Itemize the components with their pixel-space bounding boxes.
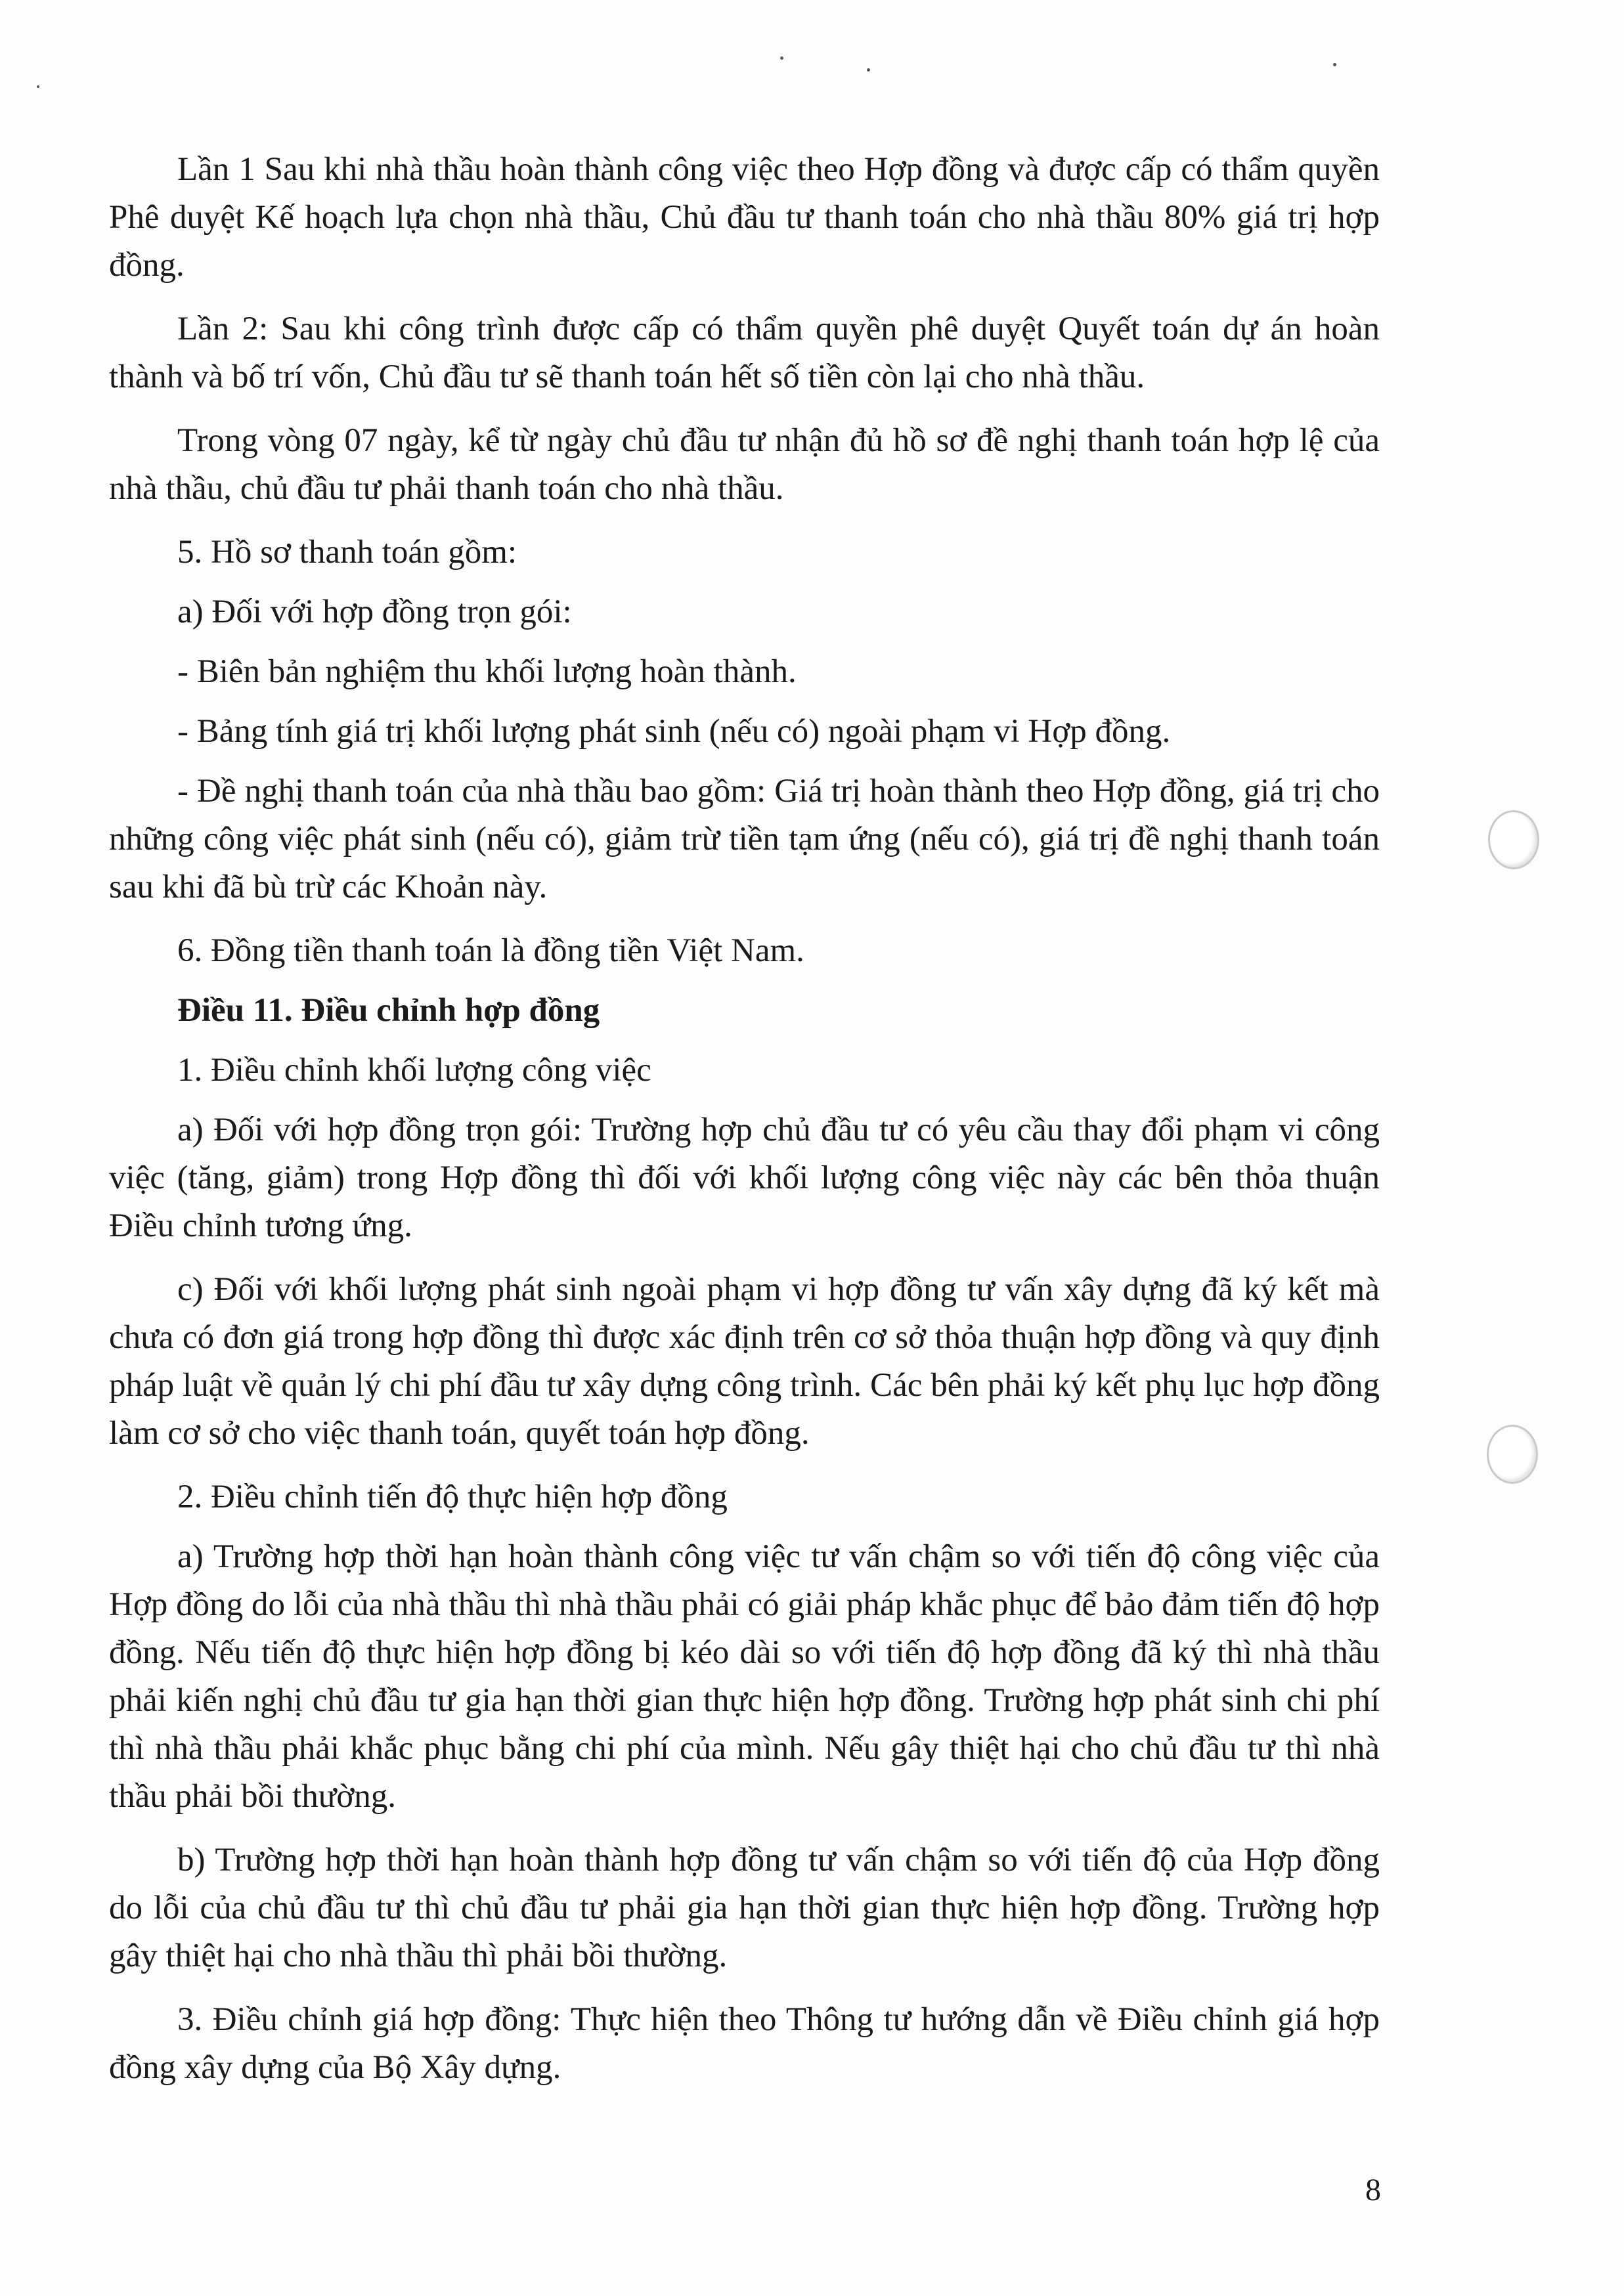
section-heading-article-11: Điều 11. Điều chỉnh hợp đồng: [177, 992, 600, 1029]
list-item-additional-volume: - Bảng tính giá trị khối lượng phát sinh (nếu có) ngoài phạm vi Hợp đồng.: [177, 713, 1171, 750]
subheading-volume-adjustment: 1. Điều chỉnh khối lượng công việc: [177, 1052, 651, 1089]
paragraph-lump-sum: a) Đối với hợp đồng trọn gói:: [177, 594, 572, 630]
paragraph-volume-adjustment-c: c) Đối với khối lượng phát sinh ngoài phạm vi hợp đồng tư vấn xây dựng đã ký kết mà chưa có đơn giá trong hợp đồng thì được xác định trên cơ sở thỏa thuận hợp đồng và quy định pháp luật về quản lý chi phí đầu tư xây dựng công trình. Các bên phải ký kết phụ lục hợp đồng làm cơ sở cho việc thanh toán, quyết toán hợp đồng.: [109, 1271, 1380, 1452]
paragraph-payment-second: Lần 2: Sau khi công trình được cấp có thẩm quyền phê duyệt Quyết toán dự án hoàn thành và bố trí vốn, Chủ đầu tư sẽ thanh toán hết số tiền còn lại cho nhà thầu.: [109, 311, 1380, 395]
scan-speck: [867, 68, 870, 72]
scan-speck: [1333, 63, 1336, 66]
paragraph-schedule-adjustment-a: a) Trường hợp thời hạn hoàn thành công việc tư vấn chậm so với tiến độ công việc của Hợp đồng do lỗi của nhà thầu thì nhà thầu phải có giải pháp khắc phục để bảo đảm tiến độ hợp đồng. Nếu tiến độ thực hiện hợp đồng bị kéo dài so với tiến độ hợp đồng đã ký thì nhà thầu phải kiến nghị chủ đầu tư gia hạn thời gian thực hiện hợp đồng. Trường hợp phát sinh chi phí thì nhà thầu phải khắc phục bằng chi phí của mình. Nếu gây thiệt hại cho chủ đầu tư thì nhà thầu phải bồi thường.: [109, 1538, 1380, 1815]
paragraph-schedule-adjustment-b: b) Trường hợp thời hạn hoàn thành hợp đồng tư vấn chậm so với tiến độ của Hợp đồng do lỗi của chủ đầu tư thì chủ đầu tư phải gia hạn thời gian thực hiện hợp đồng. Trường hợp gây thiệt hại cho nhà thầu thì phải bồi thường.: [109, 1842, 1380, 1974]
paragraph-payment-first: Lần 1 Sau khi nhà thầu hoàn thành công việc theo Hợp đồng và được cấp có thẩm quyền Phê duyệt Kế hoạch lựa chọn nhà thầu, Chủ đầu tư thanh toán cho nhà thầu 80% giá trị hợp đồng.: [109, 151, 1380, 284]
page-number: 8: [1365, 2173, 1381, 2207]
punch-hole: [1487, 1425, 1538, 1484]
document-body: [109, 146, 1380, 2108]
list-item-acceptance-record: - Biên bản nghiệm thu khối lượng hoàn thành.: [177, 653, 797, 690]
scan-speck: [780, 56, 783, 60]
paragraph-payment-deadline: Trong vòng 07 ngày, kể từ ngày chủ đầu tư nhận đủ hồ sơ đề nghị thanh toán hợp lệ của nhà thầu, chủ đầu tư phải thanh toán cho nhà thầu.: [109, 422, 1380, 507]
paragraph-payment-documents: 5. Hồ sơ thanh toán gồm:: [177, 534, 517, 571]
paragraph-currency: 6. Đồng tiền thanh toán là đồng tiền Việt Nam.: [177, 932, 804, 969]
subheading-schedule-adjustment: 2. Điều chỉnh tiến độ thực hiện hợp đồng: [177, 1479, 728, 1515]
punch-hole: [1488, 810, 1539, 869]
paragraph-volume-adjustment-a: a) Đối với hợp đồng trọn gói: Trường hợp chủ đầu tư có yêu cầu thay đổi phạm vi công việc (tăng, giảm) trong Hợp đồng thì đối với khối lượng công việc này các bên thỏa thuận Điều chỉnh tương ứng.: [109, 1112, 1380, 1244]
list-item-payment-request: - Đề nghị thanh toán của nhà thầu bao gồm: Giá trị hoàn thành theo Hợp đồng, giá trị cho những công việc phát sinh (nếu có), giảm trừ tiền tạm ứng (nếu có), giá trị đề nghị thanh toán sau khi đã bù trừ các Khoản này.: [109, 773, 1380, 905]
paragraph-price-adjustment: 3. Điều chỉnh giá hợp đồng: Thực hiện theo Thông tư hướng dẫn về Điều chỉnh giá hợp đồng xây dựng của Bộ Xây dựng.: [109, 2001, 1380, 2086]
scan-speck: [37, 85, 39, 88]
